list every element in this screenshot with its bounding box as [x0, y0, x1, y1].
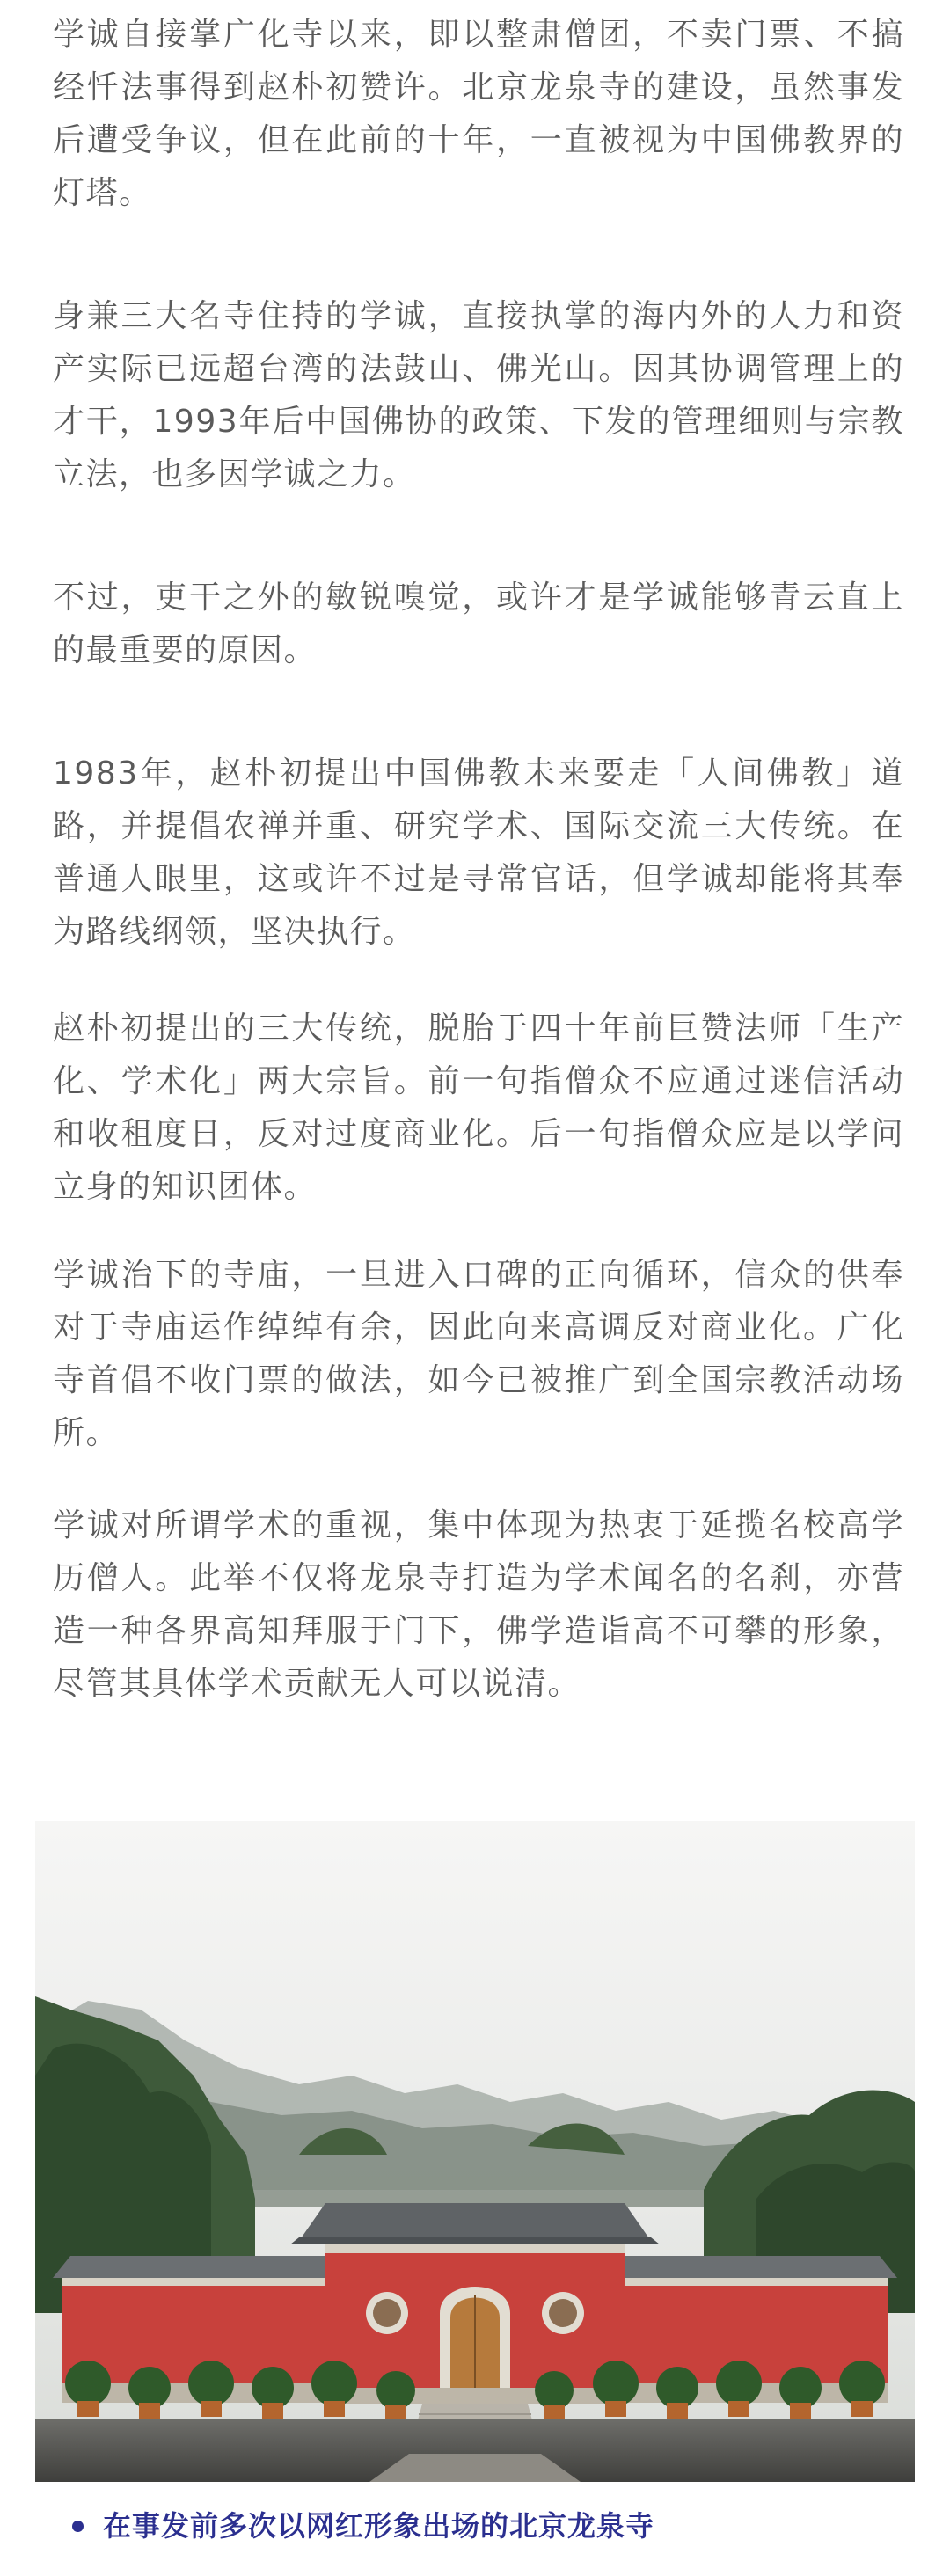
paragraph-2: 身兼三大名寺住持的学诚，直接执掌的海内外的人力和资产实际已远超台湾的法鼓山、佛光山。因其协调管理上的才干，1993年后中国佛协的政策、下发的管理细则与宗教立法，也多因学诚之力。 [53, 298, 904, 493]
right-wall-roof [598, 2256, 897, 2278]
paragraph-4: 1983年，赵朴初提出中国佛教未来要走「人间佛教」道路，并提倡农禅并重、研究学术、国际交流三大传统。在普通人眼里，这或许不过是寻常官话，但学诚却能将其奉为路线纲领，坚决执行。 [53, 755, 904, 950]
paragraph-3: 不过，吏干之外的敏锐嗅觉，或许才是学诚能够青云直上的最重要的原因。 [53, 580, 904, 668]
paragraph-6: 学诚治下的寺庙，一旦进入口碑的正向循环，信众的供奉对于寺庙运作绰绰有余，因此向来高调反对商业化。广化寺首倡不收门票的做法，如今已被推广到全国宗教活动场所。 [53, 1257, 904, 1451]
caption-text: 在事发前多次以网红形象出场的北京龙泉寺 [103, 2509, 655, 2543]
paragraph-1: 学诚自接掌广化寺以来，即以整肃僧团，不卖门票、不搞经忏法事得到赵朴初赞许。北京龙泉寺的建设，虽然事发后遭受争议，但在此前的十年，一直被视为中国佛教界的灯塔。 [53, 17, 904, 211]
gate-roof [299, 2203, 651, 2241]
paragraph-5: 赵朴初提出的三大传统，脱胎于四十年前巨赞法师「生产化、学术化」两大宗旨。前一句指僧众不应通过迷信活动和收租度日，反对过度商业化。后一句指僧众应是以学问立身的知识团体。 [53, 1011, 904, 1205]
temple-photo [35, 1821, 915, 2482]
bullet-dot-icon [72, 2521, 84, 2532]
paragraph-7: 学诚对所谓学术的重视，集中体现为热衷于延揽名校高学历僧人。此举不仅将龙泉寺打造为学术闻名的名刹，亦营造一种各界高知拜服于门下，佛学造诣高不可攀的形象，尽管其具体学术贡献无人可以说清。 [53, 1507, 904, 1702]
left-wall-roof [53, 2256, 352, 2278]
photo-caption [72, 2508, 654, 2543]
temple-illustration [35, 1821, 915, 2482]
